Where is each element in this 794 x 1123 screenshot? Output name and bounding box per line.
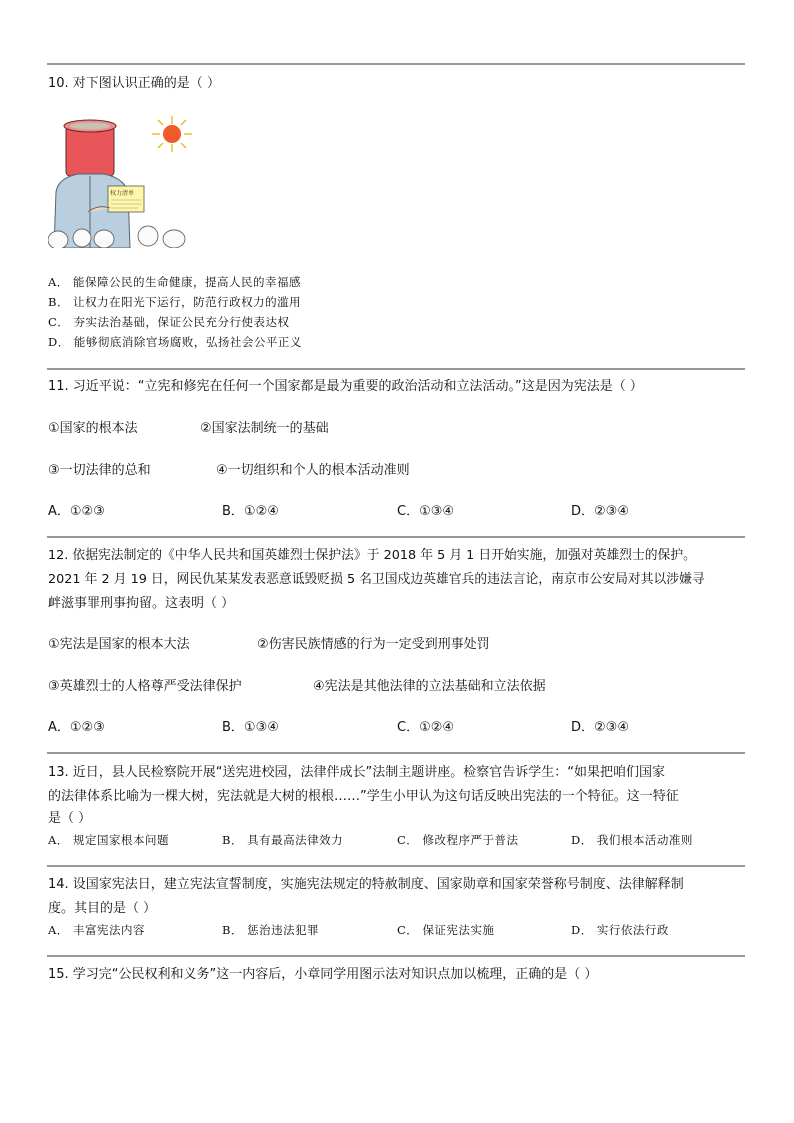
q12-item-3: ③英雄烈士的人格尊严受法律保护	[48, 679, 242, 694]
q11-item-4: ④一切组织和个人的根本活动准则	[216, 463, 410, 478]
q12-choice-a[interactable]: A．①②③	[48, 720, 105, 735]
question-13-stem-line-3: 是（ ）	[48, 811, 92, 826]
q12-choice-c[interactable]: C．①②④	[397, 720, 455, 735]
section-divider	[47, 955, 745, 957]
section-divider	[47, 865, 745, 867]
section-divider	[47, 752, 745, 754]
q11-choice-c[interactable]: C．①③④	[397, 504, 455, 519]
badge-label: 权力清单	[110, 190, 135, 197]
q14-choice-a[interactable]: A． 丰富宪法内容	[48, 923, 145, 937]
question-12-stem-line-1: 12. 依据宪法制定的《中华人民共和国英雄烈士保护法》于 2018 年 5 月 1 日开始实施，加强对英雄烈士的保护。	[48, 548, 696, 563]
question-12-stem-line-2: 2021 年 2 月 19 日，网民仇某某发表恶意诋毁贬损 5 名卫国戍边英雄官兵的违法言论，南京市公安局对其以涉嫌寻	[48, 572, 705, 587]
q11-item-3: ③一切法律的总和	[48, 463, 151, 478]
q12-item-2: ②伤害民族情感的行为一定受到刑事处罚	[257, 637, 490, 652]
q14-choice-b[interactable]: B． 惩治违法犯罪	[222, 923, 320, 937]
q12-choice-b[interactable]: B．①③④	[222, 720, 279, 735]
q10-option-a[interactable]: A． 能保障公民的生命健康，提高人民的幸福感	[48, 275, 301, 289]
drum-head-figure	[64, 120, 116, 176]
q13-choice-d[interactable]: D． 我们根本活动准则	[571, 833, 693, 847]
q10-option-b[interactable]: B． 让权力在阳光下运行，防范行政权力的滥用	[48, 295, 302, 309]
sun-icon	[152, 116, 192, 152]
question-13-stem-line-2: 的法律体系比喻为一棵大树，宪法就是大树的根根……”学生小甲认为这句话反映出宪法的一个特征。这一特征	[48, 789, 679, 804]
q12-item-4: ④宪法是其他法律的立法基础和立法依据	[313, 679, 546, 694]
question-12-stem-line-3: 衅滋事罪刑事拘留。这表明（ ）	[48, 596, 235, 611]
q10-option-c[interactable]: C． 夯实法治基础，保证公民充分行使表达权	[48, 315, 290, 329]
q13-choice-c[interactable]: C． 修改程序严于普法	[397, 833, 519, 847]
q10-option-d[interactable]: D． 能够彻底消除官场腐败，弘扬社会公平正义	[48, 335, 302, 349]
question-10-stem: 10. 对下图认识正确的是（ ）	[48, 76, 220, 91]
question-14-stem-line-1: 14. 设国家宪法日，建立宪法宣誓制度，实施宪法规定的特赦制度、国家勋章和国家荣誉称号制度、法律解释制	[48, 877, 684, 892]
q12-item-1: ①宪法是国家的根本大法	[48, 637, 190, 652]
section-divider	[47, 536, 745, 538]
q14-choice-c[interactable]: C． 保证宪法实施	[397, 923, 495, 937]
section-divider	[47, 63, 745, 65]
section-divider	[47, 368, 745, 370]
q11-item-2: ②国家法制统一的基础	[200, 421, 329, 436]
question-15-stem: 15. 学习完“公民权利和义务”这一内容后，小章同学用图示法对知识点加以梳理，正确的是（ ）	[48, 967, 598, 982]
q11-choice-a[interactable]: A．①②③	[48, 504, 105, 519]
q11-choice-b[interactable]: B．①②④	[222, 504, 279, 519]
q10-cartoon-image	[48, 112, 198, 248]
q13-choice-b[interactable]: B． 具有最高法律效力	[222, 833, 344, 847]
q11-choice-d[interactable]: D．②③④	[571, 504, 629, 519]
q12-choice-d[interactable]: D．②③④	[571, 720, 629, 735]
question-13-stem-line-1: 13. 近日，县人民检察院开展“送宪进校园，法律伴成长”法制主题讲座。检察官告诉学生：“如果把咱们国家	[48, 765, 666, 780]
question-11-stem: 11. 习近平说：“立宪和修宪在任何一个国家都是最为重要的政治活动和立法活动。”这是因为宪法是（ ）	[48, 379, 643, 394]
q11-item-1: ①国家的根本法	[48, 421, 138, 436]
q13-choice-a[interactable]: A． 规定国家根本问题	[48, 833, 169, 847]
question-14-stem-line-2: 度。其目的是（ ）	[48, 901, 157, 916]
q14-choice-d[interactable]: D． 实行依法行政	[571, 923, 669, 937]
